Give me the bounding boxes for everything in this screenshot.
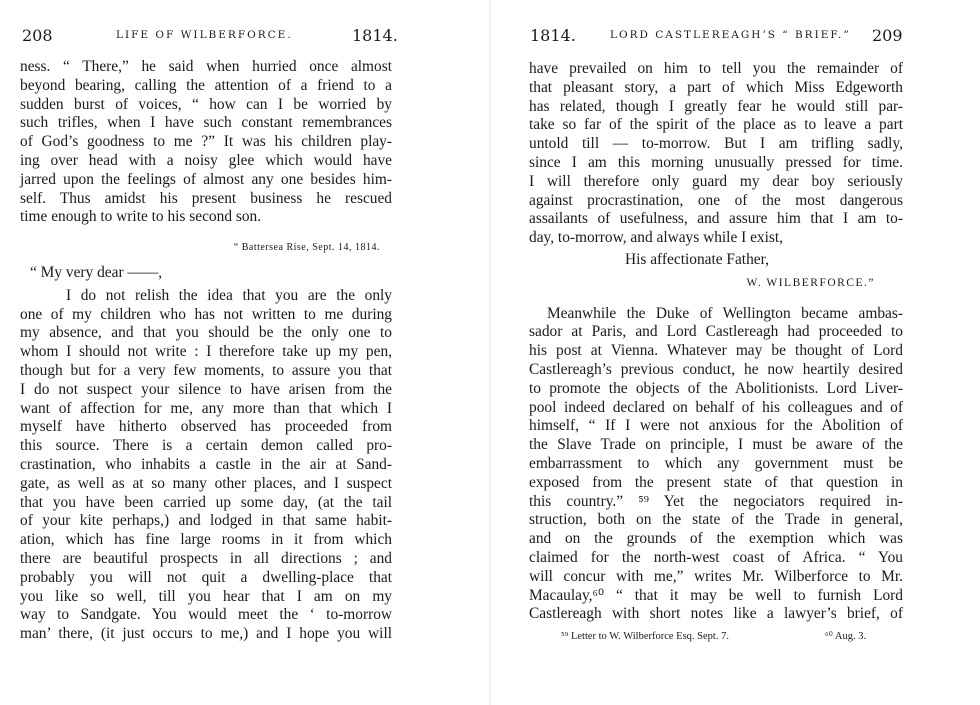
- signature-text: W. WILBERFORCE.”: [746, 276, 875, 289]
- letter-closing: His affectionate Father,: [625, 250, 769, 268]
- text-line: against procrastination, one of the most dangerous: [529, 191, 903, 209]
- text-line: day, to-morrow, and always while I exist,: [529, 229, 784, 247]
- text-line: self. Thus amidst his present business he rescued: [20, 189, 392, 207]
- text-line: Castlereagh with short notes like a lawyer’s brief, of: [529, 605, 903, 623]
- right-paragraph-2: [529, 305, 903, 625]
- right-running-year: 1814.: [530, 26, 576, 45]
- right-page-number: 209: [872, 26, 903, 45]
- text-line: jarred upon the feelings of almost any one besides him-: [20, 170, 392, 188]
- text-line: ing over head with a noisy glee which would have: [20, 151, 392, 169]
- text-line: and on the grounds of the exemption which was: [529, 530, 903, 548]
- right-running-head: [530, 26, 904, 46]
- text-line: his post at Vienna. Whatever may be thought of Lord: [529, 342, 903, 360]
- letter-salutation: “ My very dear ——,: [30, 263, 163, 281]
- text-line: I do not relish the idea that you are the only: [66, 286, 392, 304]
- left-running-year: 1814.: [352, 26, 398, 45]
- text-line: ation, which has fine large rooms in it from which: [20, 531, 392, 549]
- left-running-title: LIFE OF WILBERFORCE.: [116, 29, 293, 41]
- text-line: I do not suspect your silence to have arisen from the: [20, 380, 392, 398]
- text-line: I will therefore only guard my dear boy seriously: [529, 172, 903, 190]
- text-line: has related, though I greatly fear he would still par-: [529, 97, 903, 115]
- text-line: himself, “ If I were not anxious for the Abolition of: [529, 417, 903, 435]
- text-line: beyond bearing, calling the attention of a friend to a: [20, 76, 392, 94]
- text-line: crastination, who inhabits a castle in the air at Sand-: [20, 455, 392, 473]
- text-line: that pleasant story, a part of which Miss Edgeworth: [529, 78, 903, 96]
- text-line: you like so well, till you hear that I am on my: [20, 587, 392, 605]
- letter-body: [20, 287, 392, 644]
- text-line: such trifles, when I have such constant remembrances: [20, 114, 392, 132]
- letter-signature: [529, 273, 903, 293]
- text-line: myself have hitherto observed has proceeded from: [20, 418, 392, 436]
- text-line: that you have been carried up some day, (at the tail: [20, 493, 392, 511]
- text-line: sador at Paris, and Lord Castlereagh had proceeded to: [529, 323, 903, 341]
- right-running-title: LORD CASTLEREAGH’S “ BRIEF.”: [610, 29, 851, 41]
- left-paragraph-1: [20, 58, 392, 227]
- text-line: take so far of the spirit of the place as to leave a part: [529, 116, 903, 134]
- text-line: this source. There is a certain demon called pro-: [20, 437, 392, 455]
- text-line: though but for a very few moments, to assure you that: [20, 361, 392, 379]
- text-line: whom I should not write : I therefore take up my pen,: [20, 343, 392, 361]
- footnote-59: ⁵⁹ Letter to W. Wilberforce Esq. Sept. 7.: [561, 631, 729, 643]
- text-line: claimed for the north-west coast of Africa. “ You: [529, 548, 903, 566]
- text-line: one of my children who has not written to me during: [20, 305, 392, 323]
- text-line: time enough to write to his second son.: [20, 208, 262, 226]
- left-body-text: [20, 58, 392, 644]
- text-line: of God’s goodness to me ?” It was his children play-: [20, 133, 392, 151]
- text-line: will concur with me,” writes Mr. Wilberforce to Mr.: [529, 567, 903, 585]
- text-line: pool indeed declared on behalf of his colleagues and of: [529, 398, 903, 416]
- right-body-text: [529, 60, 903, 644]
- text-line: there are beautiful prospects in all directions ; and: [20, 549, 392, 567]
- text-line: Meanwhile the Duke of Wellington became ambas-: [547, 304, 903, 322]
- letter-dateline: “ Battersea Rise, Sept. 14, 1814.: [233, 242, 380, 254]
- text-line: the Slave Trade on principle, I must be aware of the: [529, 436, 903, 454]
- text-line: ness. “ There,” he said when hurried once almost: [20, 58, 392, 75]
- text-line: since I am this morning unusually pressed for time.: [529, 153, 903, 171]
- text-line: untold till — to-morrow. But I am trifling sadly,: [529, 135, 903, 153]
- text-line: have prevailed on him to tell you the remainder of: [529, 60, 903, 77]
- text-line: assailants of usefulness, and assure him that I am to-: [529, 210, 903, 228]
- text-line: man’ there, (it just occurs to me,) and I hope you will: [20, 625, 392, 643]
- text-line: of your kite perhaps,) and lodged in that same habit-: [20, 512, 392, 530]
- text-line: want of affection for me, any more than that which I: [20, 399, 392, 417]
- text-line: probably you will not quit a dwelling-place that: [20, 568, 392, 586]
- text-line: to promote the objects of the Abolitionists. Lord Liver-: [529, 379, 903, 397]
- letter-continuation: [529, 60, 903, 248]
- text-line: exposed from the present state of that question in: [529, 473, 903, 491]
- text-line: my absence, and that you should be the only one to: [20, 324, 392, 342]
- footnotes: [529, 628, 903, 644]
- text-line: this country.” ⁵⁹ Yet the negociators required in-: [529, 492, 903, 510]
- footnote-60: ⁶⁰ Aug. 3.: [825, 631, 867, 643]
- left-running-head: [22, 26, 398, 46]
- left-page-number: 208: [22, 26, 53, 45]
- text-line: Castlereagh’s previous conduct, he now heartily desired: [529, 360, 903, 378]
- text-line: gate, as well as at so many other places, and I suspect: [20, 474, 392, 492]
- right-page: [490, 0, 980, 705]
- text-line: Macaulay,⁶⁰ “ that it may be well to furnish Lord: [529, 586, 903, 604]
- text-line: sudden burst of voices, “ how can I be worried by: [20, 95, 392, 113]
- text-line: struction, both on the state of the Trade in general,: [529, 511, 903, 529]
- text-line: embarrassment to which any government must be: [529, 454, 903, 472]
- text-line: way to Sandgate. You would meet the ‘ to-morrow: [20, 606, 392, 624]
